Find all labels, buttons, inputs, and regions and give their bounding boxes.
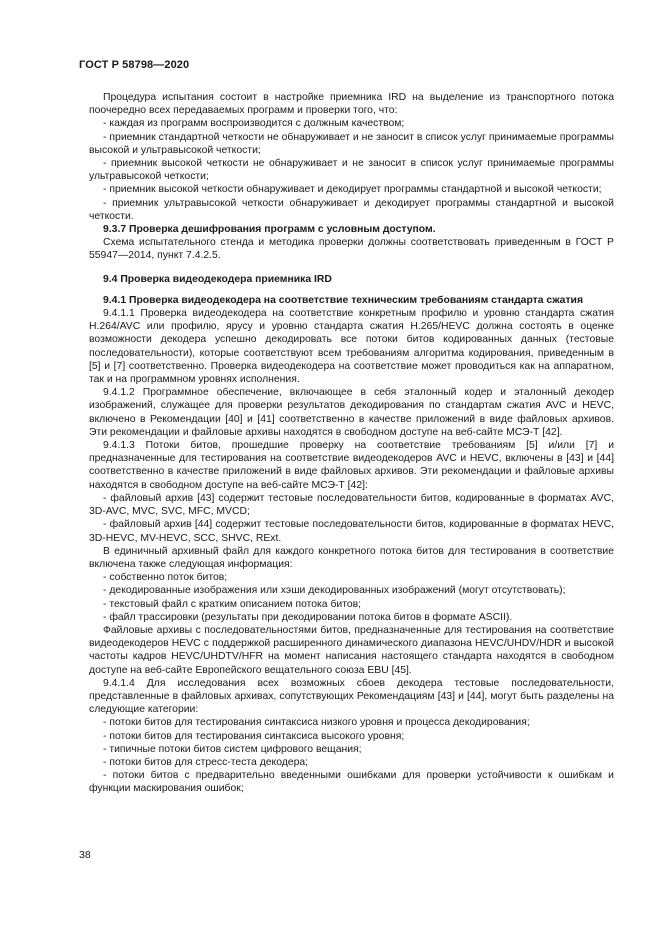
- list-item: - файл трассировки (результаты при декодировании потока битов в формате ASCII).: [103, 611, 513, 623]
- list-item: - приемник стандартной четкости не обнаруживает и не заносит в список услуг принимаемые программы высокой и ультравысокой четкости;: [89, 131, 614, 156]
- list-item: - приемник высокой четкости обнаруживает и декодирует программы стандартной и высокой четкости;: [103, 184, 602, 196]
- list-item: - файловый архив [43] содержит тестовые последовательности битов, кодированные в форматах AVC, 3D-AVC, MVC, SVC, MFC, MVCD;: [89, 492, 614, 518]
- list-item: - приемник высокой четкости не обнаруживает и не заносит в список услуг принимаемые программы ультравысокой четкости;: [89, 158, 614, 183]
- list-item: - потоки битов для тестирования синтаксиса высокого уровня;: [103, 730, 405, 742]
- paragraph: 9.4.1.3 Потоки битов, прошедшие проверку на соответствие требованиям [5] и/или [7] и предназначенные для тестирования на соответствие видеодекодеров AVC и HEVC, включены в [43] и [44] соответственно в качестве приложений в виде файловых архивов. Эти рекомендации и файловые архивы находятся в свободном доступе на веб-сайте МСЭ-Т [42]:: [89, 440, 614, 491]
- page-number: 38: [79, 849, 91, 861]
- paragraph: Схема испытательного стенда и методика проверки должны соответствовать приведенным в ГОСТ Р 55947—2014, пункт 7.4.2.5.: [89, 237, 614, 262]
- list-item: - потоки битов с предварительно введенными ошибками для проверки устойчивости к ошибкам и функции маскирования ошибок;: [89, 770, 614, 795]
- list-item: - текстовый файл с кратким описанием потока битов;: [103, 598, 362, 610]
- paragraph: В единичный архивный файл для каждого конкретного потока битов для тестирования в соответствие включена также следующая информация:: [89, 545, 614, 570]
- paragraph: Файловые архивы с последовательностями битов, предназначенные для тестирования на соответствие видеодекодеров HEVC с поддержкой расширенного динамического диапазона HEVC/UHDV/HDR и высокой частоты кадров HEVC/UHDTV/HFR на момент написания настоящего стандарта находятся в свободном доступе на веб-сайте Европейского вещательного союза EBU [45].: [89, 624, 614, 676]
- list-item: - потоки битов для тестирования синтаксиса низкого уровня и процесса декодирования;: [103, 717, 530, 729]
- section-heading: 9.4 Проверка видеодекодера приемника IRD: [103, 273, 332, 285]
- list-item: - потоки битов для стресс-теста декодера;: [103, 756, 309, 768]
- list-item: - типичные потоки битов систем цифрового вещания;: [103, 743, 362, 755]
- list-item: - декодированные изображения или хэши декодированных изображений (могут отсутствовать);: [103, 585, 566, 597]
- section-heading: 9.3.7 Проверка дешифрования программ с условным доступом.: [103, 224, 436, 236]
- paragraph: 9.4.1.4 Для исследования всех возможных сбоев декодера тестовые последовательности, представленные в файловых архивах, сопутствующих Рекомендациям [43] и [44], могут быть разделены на следующие категории:: [89, 677, 614, 716]
- list-item: - собственно поток битов;: [103, 572, 228, 584]
- document-body: [89, 91, 614, 796]
- section-heading: 9.4.1 Проверка видеодекодера на соответствие техническим требованиям стандарта сжатия: [103, 294, 584, 306]
- paragraph: 9.4.1.2 Программное обеспечение, включающее в себя эталонный кодер и эталонный декодер изображений, служащее для проверки результатов декодирования по стандартам сжатия AVC и HEVC, включено в Рекомендации [40] и [41] соответственно в качестве приложений в виде файловых архивов. Эти рекомендации и файловые архивы находятся в свободном доступе на веб-сайте МСЭ-Т [42].: [89, 387, 614, 438]
- document-header: ГОСТ Р 58798—2020: [79, 59, 190, 71]
- paragraph: 9.4.1.1 Проверка видеодекодера на соответствие конкретным профилю и уровню стандарта сжатия H.264/AVC или профилю, ярусу и уровню стандарта сжатия H.265/HEVC должна состоять в оценке возможности декодера успешно декодировать все потоки битов кодированных данных (тестовые последовательности), которые соответствуют всем требованиям алгоритма кодирования, приведенным в [5] и [7] соответственно. Проверка видеодекодера на соответствие может проводиться как на аппаратном, так и на программном уровнях исполнения.: [89, 308, 614, 386]
- list-item: - приемник ультравысокой четкости обнаруживает и декодирует программы стандартной и высокой четкости.: [89, 197, 614, 222]
- list-item: - файловый архив [44] содержит тестовые последовательности битов, кодированные в форматах HEVC, 3D-HEVC, MV-HEVC, SCC, SHVC, RExt.: [89, 519, 614, 544]
- paragraph: Процедура испытания состоит в настройке приемника IRD на выделение из транспортного потока поочередно всех передаваемых программ и проверки того, что:: [89, 92, 614, 117]
- list-item: - каждая из программ воспроизводится с должным качеством;: [103, 118, 405, 130]
